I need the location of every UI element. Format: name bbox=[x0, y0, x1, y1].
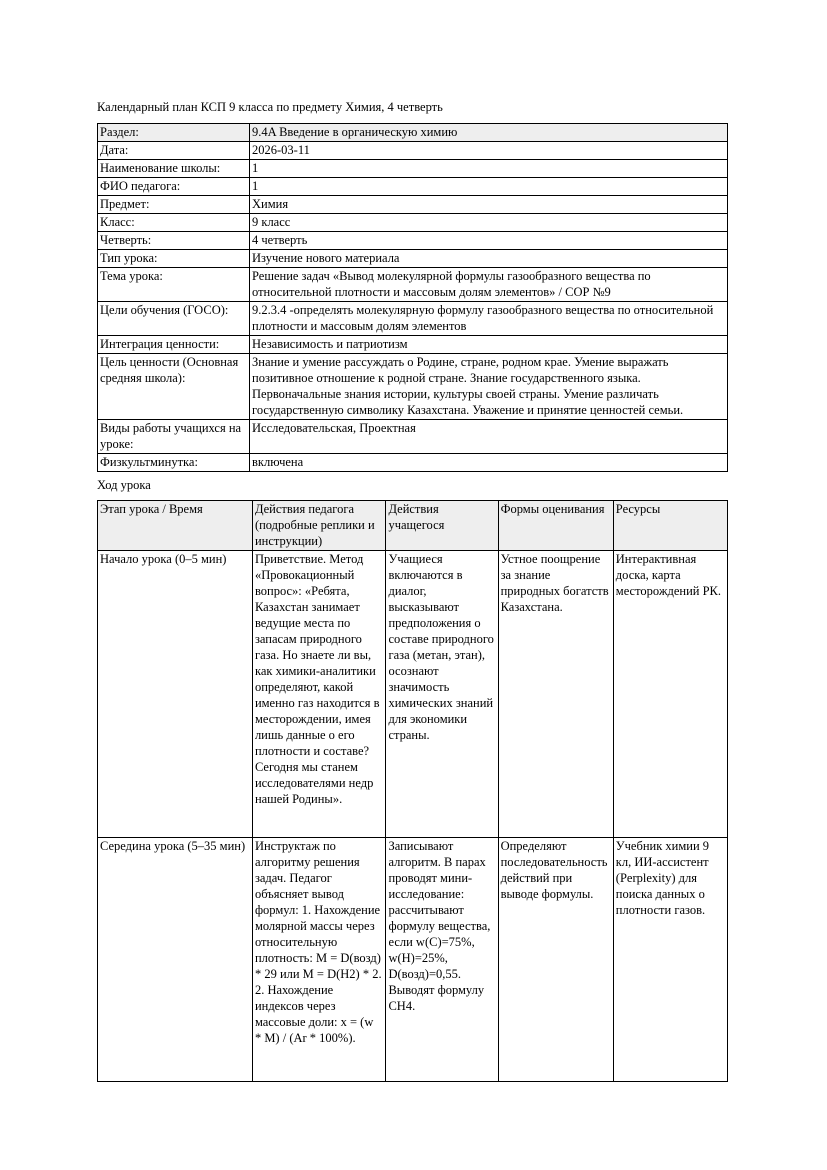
info-label: ФИО педагога: bbox=[98, 178, 250, 196]
lesson-info-table bbox=[97, 123, 728, 472]
cell-resources: Интерактивная доска, карта месторождений РК. bbox=[613, 551, 727, 838]
info-value: 9 класс bbox=[250, 214, 728, 232]
info-row-subject bbox=[98, 196, 728, 214]
info-label: Раздел: bbox=[98, 124, 250, 142]
col-header-resources: Ресурсы bbox=[613, 501, 727, 551]
info-value: Независимость и патриотизм bbox=[250, 336, 728, 354]
col-header-student-actions: Действия учащегося bbox=[386, 501, 498, 551]
info-label: Предмет: bbox=[98, 196, 250, 214]
lesson-row-middle bbox=[98, 838, 728, 1082]
info-label: Виды работы учащихся на уроке: bbox=[98, 420, 250, 454]
info-value: включена bbox=[250, 454, 728, 472]
info-row-data bbox=[98, 142, 728, 160]
info-label: Четверть: bbox=[98, 232, 250, 250]
document-content bbox=[97, 99, 728, 1082]
section-heading: Ход урока bbox=[97, 478, 151, 492]
cell-teacher-actions: Приветствие. Метод «Провокационный вопрос»: «Ребята, Казахстан занимает ведущие места по запасам природного газа. Но знаете ли вы, как химики-аналитики определяют, какой именно газ находится в месторождении, имея лишь данные о его плотности и составе? Сегодня мы станем исследователями недр нашей Родины». bbox=[252, 551, 386, 838]
info-value: 2026-03-11 bbox=[250, 142, 728, 160]
info-label: Класс: bbox=[98, 214, 250, 232]
lesson-course-table bbox=[97, 500, 728, 1082]
info-row-work-types bbox=[98, 420, 728, 454]
info-label: Дата: bbox=[98, 142, 250, 160]
cell-student-actions: Записывают алгоритм. В парах проводят мини-исследование: рассчитывают формулу вещества, если w(C)=75%, w(H)=25%, D(возд)=0,55. Выводят формулу CH4. bbox=[386, 838, 498, 1082]
lesson-row-start bbox=[98, 551, 728, 838]
info-value: Знание и умение рассуждать о Родине, стране, родном крае. Умение выражать позитивное отношение к родной стране. Знание государственного языка. Первоначальные знания истории, культуры своей страны. Умение различать государственную символику Казахстана. Уважение и принятие ценностей семьи. bbox=[250, 354, 728, 420]
cell-teacher-actions: Инструктаж по алгоритму решения задач. Педагог объясняет вывод формул: 1. Нахождение молярной массы через относительную плотность: M = D(возд) * 29 или M = D(H2) * 2. 2. Нахождение индексов через массовые доли: x = (w * M) / (Ar * 100%). bbox=[252, 838, 386, 1082]
col-header-assessment: Формы оценивания bbox=[498, 501, 613, 551]
cell-student-actions: Учащиеся включаются в диалог, высказывают предположения о составе природного газа (метан, этан), осознают значимость химических знаний для экономики страны. bbox=[386, 551, 498, 838]
info-row-teacher bbox=[98, 178, 728, 196]
cell-assessment: Определяют последовательность действий при выводе формулы. bbox=[498, 838, 613, 1082]
cell-resources: Учебник химии 9 кл, ИИ-ассистент (Perplexity) для поиска данных о плотности газов. bbox=[613, 838, 727, 1082]
info-row-fizkultminutka bbox=[98, 454, 728, 472]
lesson-table-header-row bbox=[98, 501, 728, 551]
info-row-values-integration bbox=[98, 336, 728, 354]
info-value: 4 четверть bbox=[250, 232, 728, 250]
info-value: 1 bbox=[250, 160, 728, 178]
info-row-razdel bbox=[98, 124, 728, 142]
info-row-goals bbox=[98, 302, 728, 336]
info-label: Физкультминутка: bbox=[98, 454, 250, 472]
cell-stage: Середина урока (5–35 мин) bbox=[98, 838, 253, 1082]
info-value: Изучение нового материала bbox=[250, 250, 728, 268]
col-header-stage: Этап урока / Время bbox=[98, 501, 253, 551]
info-value: Исследовательская, Проектная bbox=[250, 420, 728, 454]
info-label: Тип урока: bbox=[98, 250, 250, 268]
info-value: Решение задач «Вывод молекулярной формулы газообразного вещества по относительной плотности и массовым долям элементов» / СОР №9 bbox=[250, 268, 728, 302]
info-row-topic bbox=[98, 268, 728, 302]
info-label: Цели обучения (ГОСО): bbox=[98, 302, 250, 336]
col-header-teacher-actions: Действия педагога (подробные реплики и инструкции) bbox=[252, 501, 386, 551]
cell-stage: Начало урока (0–5 мин) bbox=[98, 551, 253, 838]
page-title: Календарный план КСП 9 класса по предмету Химия, 4 четверть bbox=[97, 100, 443, 114]
info-row-class bbox=[98, 214, 728, 232]
info-value: Химия bbox=[250, 196, 728, 214]
info-label: Интеграция ценности: bbox=[98, 336, 250, 354]
info-value: 9.4A Введение в органическую химию bbox=[250, 124, 728, 142]
info-row-school bbox=[98, 160, 728, 178]
info-value: 9.2.3.4 -определять молекулярную формулу газообразного вещества по относительной плотности и массовым долям элементов bbox=[250, 302, 728, 336]
info-label: Тема урока: bbox=[98, 268, 250, 302]
info-row-lesson-type bbox=[98, 250, 728, 268]
cell-assessment: Устное поощрение за знание природных богатств Казахстана. bbox=[498, 551, 613, 838]
info-label: Цель ценности (Основная средняя школа): bbox=[98, 354, 250, 420]
info-value: 1 bbox=[250, 178, 728, 196]
info-row-values-goal bbox=[98, 354, 728, 420]
info-label: Наименование школы: bbox=[98, 160, 250, 178]
info-row-quarter bbox=[98, 232, 728, 250]
